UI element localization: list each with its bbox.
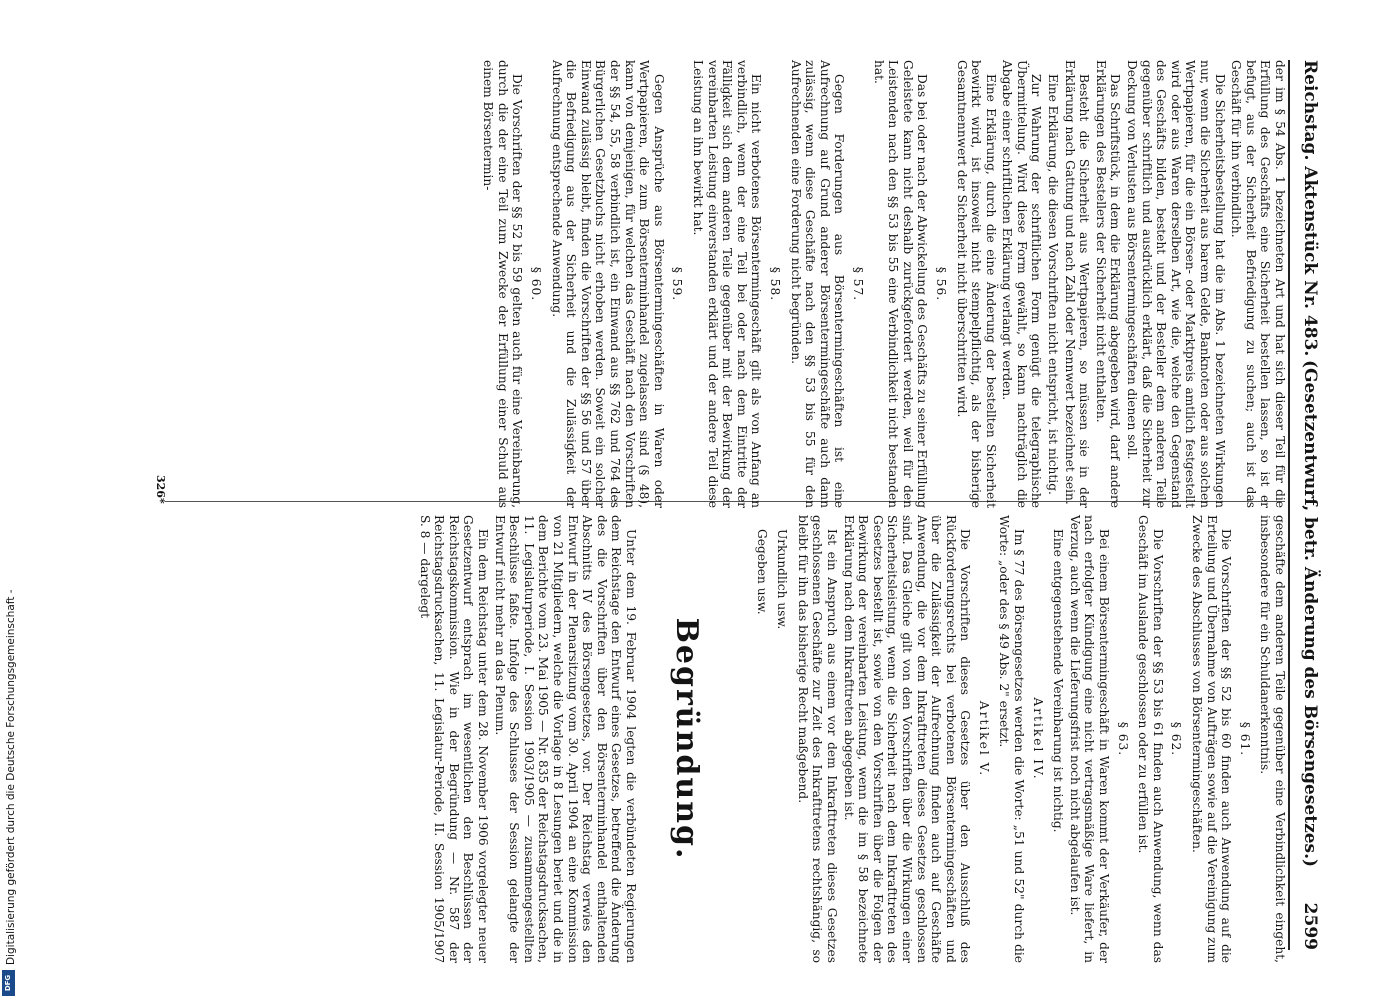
paragraph: Eine Erklärung, durch die eine Änderung der bestellten Sicherheit bewirkt wird, ist insoweit nicht stempelpflichtig, als der bisherige Gesamtnennwert der Sicherheit nicht überschritten wird. xyxy=(954,60,998,508)
paragraph: Die Sicherheitsbestellung hat die im Abs. 1 bezeichneten Wirkungen nur, wenn die Sicherheit aus barem Gelde, Banknoten oder aus solchen Wertpapieren, für die ein Börsen- oder Marktpreis amtlich festgestellt wird oder aus Waren derselben Art, wie die, welche den Gegenstand des Geschäfts bilden, besteht und der Besteller dem anderen Teile gegenüber schriftlich und ausdrücklich erklärt, daß die Sicherheit zur Deckung von Verlusten aus Börsentermingeschäften dienen soll. xyxy=(1125,60,1227,508)
section-heading: § 60. xyxy=(529,266,544,302)
dfg-logo xyxy=(2,970,15,996)
paragraph: Das Schriftstück, in dem die Erklärung abgegeben wird, darf andere Erklärungen des Bestellers der Sicherheit nicht enthalten. xyxy=(1093,60,1123,508)
paragraph: Eine entgegenstehende Vereinbarung ist nichtig. xyxy=(1051,529,1066,833)
section-heading: § 58. xyxy=(768,266,782,302)
paragraph: Die Vorschriften der §§ 52 bis 59 gelten auch für eine Vereinbarung, durch die der eine Teil zum Zwecke der Erfüllung einer Schuld aus einem Börsentermin- xyxy=(481,60,525,508)
paragraph: Die Vorschriften der §§ 53 bis 61 finden auch Anwendung, wenn das Geschäft im Auslande geschlossen oder zu erfüllen ist. xyxy=(1136,515,1165,963)
paragraph: Ein nicht verbotenes Börsentermingeschäft gilt als von Anfang an verbindlich, wenn der eine Teil bei oder nach dem Eintritte der Fälligkeit sich dem anderen Teile gegenüber mit der Bewirkung der vereinbarten Leistung einverstanden erklärt und der andere Teil diese Leistung an ihn bewirkt hat. xyxy=(691,60,764,508)
paragraph: Gegen Forderungen aus Börsentermingeschäften ist eine Aufrechnung auf Grund anderer Börsentermingeschäfte auch dann zulässig, wenn diese Geschäfte nach den §§ 53 bis 55 für den Aufrechnenden eine Forderung nicht begründen. xyxy=(788,60,847,508)
left-column xyxy=(479,60,1287,508)
paragraph: Das bei oder nach der Abwickelung des Geschäfts zu seiner Erfüllung Geleistete kann nicht deshalb zurückgefordert werden, weil für den Leistenden nach den §§ 53 bis 55 eine Verbindlichkeit nicht bestanden hat. xyxy=(871,60,930,508)
section-heading: § 56. xyxy=(933,266,948,302)
header-title: Reichstag. Aktenstück Nr. 483. xyxy=(1300,60,1320,357)
section-heading: § 59. xyxy=(670,266,685,302)
closing-formula: Gegeben usw. xyxy=(754,529,769,615)
footer-page-mark: 326* xyxy=(154,475,167,504)
page-number: 2599 xyxy=(1300,902,1320,950)
section-heading: § 62. xyxy=(1169,721,1184,757)
page-header xyxy=(1288,60,1326,950)
paragraph: Ist ein Anspruch aus einem vor dem Inkrafttreten dieses Gesetzes geschlossenen Geschäfte zur Zeit des Inkrafttretens rechtshängig, so bleibt für ihn das bisherige Recht maßgebend. xyxy=(795,515,839,963)
article-heading: Artikel IV. xyxy=(1030,697,1045,781)
section-heading: § 61. xyxy=(1237,721,1252,757)
funding-notice: Digitalisierung gefördert durch die Deutsche Forschungsgemeinschaft - xyxy=(5,589,17,965)
paragraph: Die Vorschriften der §§ 52 bis 60 finden auch Anwendung auf die Erteilung und Übernahme von Aufträgen sowie auf die Vereinigung zum Zwecke des Abschlusses von Börsentermingeschäften. xyxy=(1190,515,1234,963)
section-title: Begründung. xyxy=(669,617,704,861)
paragraph: Ein dem Reichstag unter dem 28. November 1906 vorgelegter neuer Gesetzentwurf entsprach im wesentlichen den Beschlüssen der Reichstagskommission. Wie in der Begründung — Nr. 587 der Reichstagsdrucksachen, 11. Legislatur-Periode, II. Session 1905/1907 S. 8 — dargelegt xyxy=(417,515,491,963)
right-column xyxy=(415,515,1287,963)
paragraph: geschäfte dem anderen Teile gegenüber eine Verbindlichkeit eingeht, insbesondere für ein Schuldanerkenntnis. xyxy=(1258,515,1287,963)
closing-formula: Urkundlich usw. xyxy=(775,529,790,630)
article-heading: Artikel V. xyxy=(976,700,991,778)
paragraph: Gegen Ansprüche aus Börsentermingeschäften in Waren oder Wertpapieren, die zum Börsenterminhandel zugelassen sind (§ 48), kann von demjenigen, für welchen das Geschäft nach den Vorschriften der §§ 54, 55, 58 verbindlich ist, ein Einwand aus §§ 762 und 764 des Bürgerlichen Gesetzbuchs nicht erhoben werden. Soweit ein solcher Einwand zulässig bleibt, finden die Vorschriften der §§ 56 und 57 über die Befriedigung aus der Sicherheit und die Zulässigkeit der Aufrechnung entsprechende Anwendung. xyxy=(549,60,666,508)
section-heading: § 57. xyxy=(850,266,865,302)
paragraph: Zur Wahrung der schriftlichen Form genügt die telegraphische Übermittelung. Wird diese Form gewählt, so kann nachträglich die Abgabe einer schriftlichen Erklärung verlangt werden. xyxy=(1000,60,1044,508)
paragraph: Unter dem 19. Februar 1904 legten die verbündeten Regierungen dem Reichstage den Entwurf eines Gesetzes, betreffend die Änderung des die Vorschriften über den Börsenterminhandel enthaltenden Abschnitts IV des Börsengesetzes, vor. Der Reichstag verwies den Entwurf in der Plenarsitzung vom 30. April 1904 an eine Kommission von 21 Mitgliedern, welche die Vorlage in 8 Lesungen beriet und die in dem Berichte vom 23. Mai 1905 — Nr. 835 der Reichstagsdrucksachen, 11. Legislaturperiode, I. Session 1903/1905 — zusammengestellten Beschlüsse faßte. Infolge des Schlusses der Session gelangte der Entwurf nicht mehr an das Plenum. xyxy=(492,515,638,963)
digitization-sidebar xyxy=(0,0,18,1000)
section-heading: § 63. xyxy=(1115,721,1130,757)
paragraph: Die Vorschriften dieses Gesetzes über den Ausschluß des Rückforderungsrechts bei verbotenen Börsentermingeschäften und über die Zulässigkeit der Aufrechnung finden auch auf Geschäfte Anwendung, die vor dem Inkrafttreten dieses Gesetzes geschlossen sind. Das Gleiche gilt von den Vorschriften über die Wirkungen einer Sicherheitsleistung, wenn die Sicherheit nach dem Inkrafttreten des Gesetzes bestellt ist, sowie von den Vorschriften über die Folgen der Bewirkung der vereinbarten Leistung, wenn die im § 58 bezeichnete Erklärung nach dem Inkrafttreten abgegeben ist. xyxy=(841,515,973,963)
paragraph: Besteht die Sicherheit aus Wertpapieren, so müssen sie in der Erklärung nach Gattung und nach Zahl oder Nennwert bezeichnet sein. xyxy=(1062,60,1092,508)
header-subtitle: (Gesetzentwurf, betr. Änderung des Börsengesetzes.) xyxy=(1300,360,1320,868)
paragraph: Im § 77 des Börsengesetzes werden die Worte: „51 und 52" durch die Worte: „oder des § 49 Abs. 2" ersetzt. xyxy=(997,515,1027,963)
dfg-logo-text: DFG xyxy=(4,974,13,992)
paragraph: Bei einem Börsentermingeschäft in Waren kommt der Verkäufer, der nach erfolgter Kündigung eine nicht vertragsmäßige Ware liefert, in Verzug, auch wenn die Lieferungsfrist noch nicht abgelaufen ist. xyxy=(1067,515,1112,963)
paragraph: der im § 54 Abs. 1 bezeichneten Art und hat sich dieser Teil für die Erfüllung des Geschäfts eine Sicherheit bestellen lassen, so ist er befugt, aus der Sicherheit Befriedigung zu suchen; auch ist das Geschäft für ihn verbindlich. xyxy=(1229,60,1287,508)
paragraph: Eine Erklärung, die diesen Vorschriften nicht entspricht, ist nichtig. xyxy=(1046,74,1061,495)
